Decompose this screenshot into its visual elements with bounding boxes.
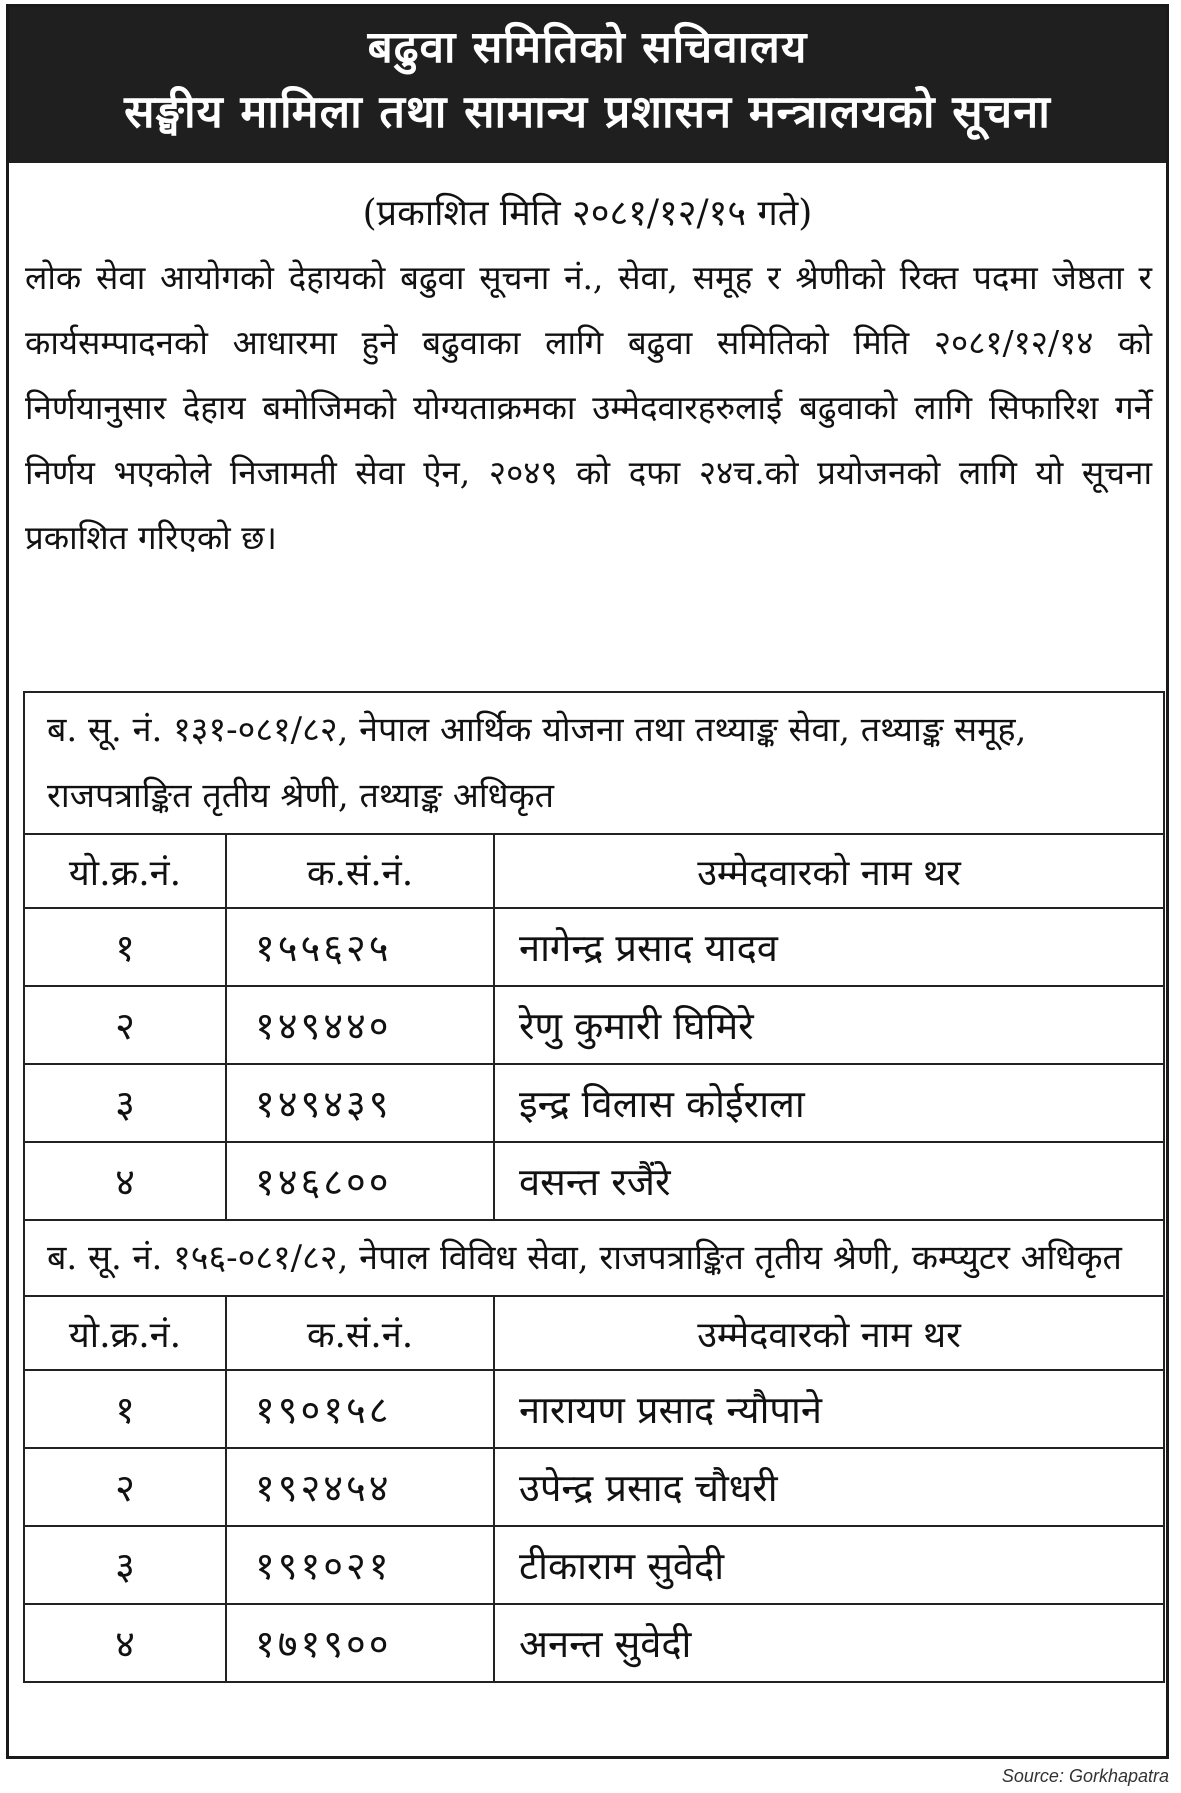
notice-document <box>6 4 1169 1759</box>
serial-number-cell: २ <box>24 986 226 1064</box>
table-row <box>24 1370 1164 1448</box>
section-caption-row <box>24 692 1164 834</box>
published-date: (प्रकाशित मिति २०८१/१२/१५ गते) <box>362 193 813 234</box>
table-header-row <box>24 1296 1164 1370</box>
roll-number-cell: १४९४३९ <box>226 1064 494 1142</box>
candidate-name-cell: उपेन्द्र प्रसाद चौधरी <box>494 1448 1164 1526</box>
serial-number-cell: २ <box>24 1448 226 1526</box>
column-header-name: उम्मेदवारको नाम थर <box>494 834 1164 908</box>
serial-number-cell: ४ <box>24 1604 226 1682</box>
roll-number-cell: १४६८०० <box>226 1142 494 1220</box>
table-row <box>24 1526 1164 1604</box>
candidate-name-cell: अनन्त सुवेदी <box>494 1604 1164 1682</box>
section-caption: ब. सू. नं. १५६-०८१/८२, नेपाल विविध सेवा, राजपत्राङ्कित तृतीय श्रेणी, कम्प्युटर अधिकृत <box>24 1220 1164 1296</box>
roll-number-cell: १९०१५८ <box>226 1370 494 1448</box>
recommendation-table <box>23 691 1165 1683</box>
serial-number-cell: ३ <box>24 1064 226 1142</box>
column-header-roll: क.सं.नं. <box>226 834 494 908</box>
candidate-name-cell: नागेन्द्र प्रसाद यादव <box>494 908 1164 986</box>
candidate-name-cell: नारायण प्रसाद न्यौपाने <box>494 1370 1164 1448</box>
roll-number-cell: १७१९०० <box>226 1604 494 1682</box>
column-header-serial: यो.क्र.नं. <box>24 834 226 908</box>
column-header-serial: यो.क्र.नं. <box>24 1296 226 1370</box>
candidate-name-cell: वसन्त रजैंरे <box>494 1142 1164 1220</box>
roll-number-cell: १९१०२१ <box>226 1526 494 1604</box>
serial-number-cell: ३ <box>24 1526 226 1604</box>
section-caption-row <box>24 1220 1164 1296</box>
recommendation-tables <box>23 691 1163 1683</box>
header-title: बढुवा समितिको सचिवालय <box>367 22 808 73</box>
notice-header <box>9 7 1166 163</box>
notice-body-text: लोक सेवा आयोगको देहायको बढुवा सूचना नं., सेवा, समूह र श्रेणीको रिक्त पदमा जेष्ठता र कार्यसम्पादनको आधारमा हुने बढुवाका लागि बढुवा समितिको मिति २०८१/१२/१४ को निर्णयानुसार देहाय बमोजिमको योग्यताक्रमका उम्मेदवारहरुलाई बढुवाको लागि सिफारिश गर्ने निर्णय भएकोले निजामती सेवा ऐन, २०४९ को दफा २४च.को प्रयोजनको लागि यो सूचना प्रकाशित गरिएको छ। <box>25 258 1152 557</box>
roll-number-cell: १९२४५४ <box>226 1448 494 1526</box>
table-row <box>24 1142 1164 1220</box>
column-header-roll: क.सं.नं. <box>226 1296 494 1370</box>
serial-number-cell: १ <box>24 1370 226 1448</box>
table-row <box>24 1064 1164 1142</box>
section-caption: ब. सू. नं. १३१-०८१/८२, नेपाल आर्थिक योजना तथा तथ्याङ्क सेवा, तथ्याङ्क समूह, राजपत्राङ्कित तृतीय श्रेणी, तथ्याङ्क अधिकृत <box>24 692 1164 834</box>
serial-number-cell: १ <box>24 908 226 986</box>
header-subtitle: सङ्घीय मामिला तथा सामान्य प्रशासन मन्त्रालयको सूचना <box>124 85 1051 138</box>
table-row <box>24 1448 1164 1526</box>
column-header-name: उम्मेदवारको नाम थर <box>494 1296 1164 1370</box>
table-row <box>24 1604 1164 1682</box>
candidate-name-cell: इन्द्र विलास कोईराला <box>494 1064 1164 1142</box>
table-row <box>24 908 1164 986</box>
table-header-row <box>24 834 1164 908</box>
candidate-name-cell: टीकाराम सुवेदी <box>494 1526 1164 1604</box>
candidate-name-cell: रेणु कुमारी घिमिरे <box>494 986 1164 1064</box>
serial-number-cell: ४ <box>24 1142 226 1220</box>
source-credit: Source: Gorkhapatra <box>1001 1766 1169 1786</box>
table-body <box>24 692 1164 1682</box>
roll-number-cell: १४९४४० <box>226 986 494 1064</box>
roll-number-cell: १५५६२५ <box>226 908 494 986</box>
table-row <box>24 986 1164 1064</box>
